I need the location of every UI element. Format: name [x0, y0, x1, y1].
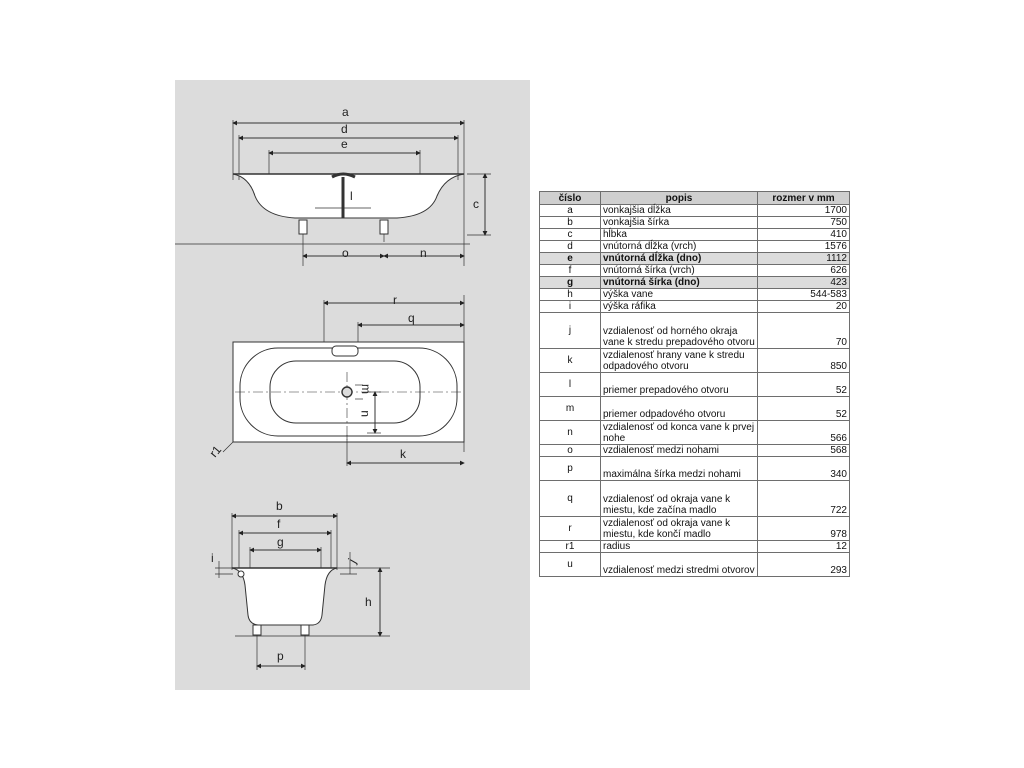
- table-row: [540, 445, 850, 457]
- row-description: vzdialenosť medzi stredmi otvorov: [601, 553, 758, 577]
- label-a: a: [342, 105, 349, 119]
- row-id: r: [540, 517, 601, 541]
- row-description: priemer odpadového otvoru: [601, 397, 758, 421]
- row-value: 1112: [758, 253, 850, 265]
- row-id: u: [540, 553, 601, 577]
- row-description: vzdialenosť od konca vane k prvej nohe: [601, 421, 758, 445]
- row-id: p: [540, 457, 601, 481]
- row-description: vonkajšia dĺžka: [601, 205, 758, 217]
- header-rozmer: rozmer v mm: [758, 192, 850, 205]
- row-value: 340: [758, 457, 850, 481]
- row-value: 568: [758, 445, 850, 457]
- row-value: 1700: [758, 205, 850, 217]
- label-o: o: [342, 246, 349, 260]
- table-row: [540, 517, 850, 541]
- row-value: 52: [758, 397, 850, 421]
- row-value: 20: [758, 301, 850, 313]
- table-row: [540, 253, 850, 265]
- table-row: [540, 553, 850, 577]
- row-id: f: [540, 265, 601, 277]
- table-row: [540, 229, 850, 241]
- row-description: výška ráfika: [601, 301, 758, 313]
- row-value: 410: [758, 229, 850, 241]
- row-id: j: [540, 313, 601, 349]
- label-j: j: [345, 556, 359, 566]
- table-row: [540, 289, 850, 301]
- table-row: [540, 301, 850, 313]
- row-id: l: [540, 373, 601, 397]
- row-value: 423: [758, 277, 850, 289]
- row-id: h: [540, 289, 601, 301]
- row-id: i: [540, 301, 601, 313]
- row-description: vzdialenosť od okraja vane k miestu, kde končí madlo: [601, 517, 758, 541]
- table-row: [540, 265, 850, 277]
- table-row: [540, 241, 850, 253]
- row-value: 850: [758, 349, 850, 373]
- row-description: vzdialenosť od horného okraja vane k stredu prepadového otvoru: [601, 313, 758, 349]
- table-body: [540, 205, 850, 577]
- table-row: [540, 481, 850, 517]
- label-f: f: [277, 517, 281, 531]
- row-id: o: [540, 445, 601, 457]
- row-description: vzdialenosť od okraja vane k miestu, kde začína madlo: [601, 481, 758, 517]
- row-value: 70: [758, 313, 850, 349]
- row-description: vnútorná šírka (vrch): [601, 265, 758, 277]
- table-row: [540, 349, 850, 373]
- row-value: 1576: [758, 241, 850, 253]
- label-p: p: [277, 649, 284, 663]
- label-r1: r1: [206, 442, 225, 460]
- row-value: 626: [758, 265, 850, 277]
- table-header-row: [540, 192, 850, 205]
- header-cislo: číslo: [540, 192, 601, 205]
- row-description: radius: [601, 541, 758, 553]
- row-description: vnútorná dĺžka (vrch): [601, 241, 758, 253]
- table-row: [540, 373, 850, 397]
- row-value: 566: [758, 421, 850, 445]
- row-value: 750: [758, 217, 850, 229]
- row-value: 978: [758, 517, 850, 541]
- table-row: [540, 217, 850, 229]
- row-description: hĺbka: [601, 229, 758, 241]
- label-b: b: [276, 499, 283, 513]
- label-l: l: [350, 189, 353, 203]
- row-id: b: [540, 217, 601, 229]
- label-h: h: [365, 595, 372, 609]
- table-row: [540, 421, 850, 445]
- row-description: vzdialenosť hrany vane k stredu odpadového otvoru: [601, 349, 758, 373]
- row-id: r1: [540, 541, 601, 553]
- table-row: [540, 397, 850, 421]
- label-e: e: [341, 137, 348, 151]
- row-id: a: [540, 205, 601, 217]
- row-id: c: [540, 229, 601, 241]
- label-q: q: [408, 311, 415, 325]
- row-id: n: [540, 421, 601, 445]
- row-id: m: [540, 397, 601, 421]
- table-row: [540, 313, 850, 349]
- table-row: [540, 277, 850, 289]
- row-value: 293: [758, 553, 850, 577]
- dimensions-table: [539, 191, 850, 577]
- label-i: i: [211, 551, 214, 565]
- label-m: m: [359, 384, 373, 394]
- label-c: c: [473, 197, 479, 211]
- row-id: g: [540, 277, 601, 289]
- row-value: 544-583: [758, 289, 850, 301]
- row-description: vzdialenosť medzi nohami: [601, 445, 758, 457]
- label-g: g: [277, 535, 284, 549]
- table-row: [540, 205, 850, 217]
- row-id: d: [540, 241, 601, 253]
- label-n: n: [420, 246, 427, 260]
- row-value: 52: [758, 373, 850, 397]
- row-description: maximálna šírka medzi nohami: [601, 457, 758, 481]
- row-description: výška vane: [601, 289, 758, 301]
- row-id: q: [540, 481, 601, 517]
- label-u: u: [357, 410, 371, 417]
- label-r: r: [393, 293, 397, 307]
- bathtub-technical-drawing: [175, 80, 530, 690]
- label-k: k: [400, 447, 406, 461]
- row-description: vonkajšia šírka: [601, 217, 758, 229]
- row-value: 12: [758, 541, 850, 553]
- header-popis: popis: [601, 192, 758, 205]
- table-row: [540, 541, 850, 553]
- row-id: k: [540, 349, 601, 373]
- row-description: vnútorná dĺžka (dno): [601, 253, 758, 265]
- row-description: priemer prepadového otvoru: [601, 373, 758, 397]
- row-value: 722: [758, 481, 850, 517]
- table-row: [540, 457, 850, 481]
- label-d: d: [341, 122, 348, 136]
- row-id: e: [540, 253, 601, 265]
- row-description: vnútorná šírka (dno): [601, 277, 758, 289]
